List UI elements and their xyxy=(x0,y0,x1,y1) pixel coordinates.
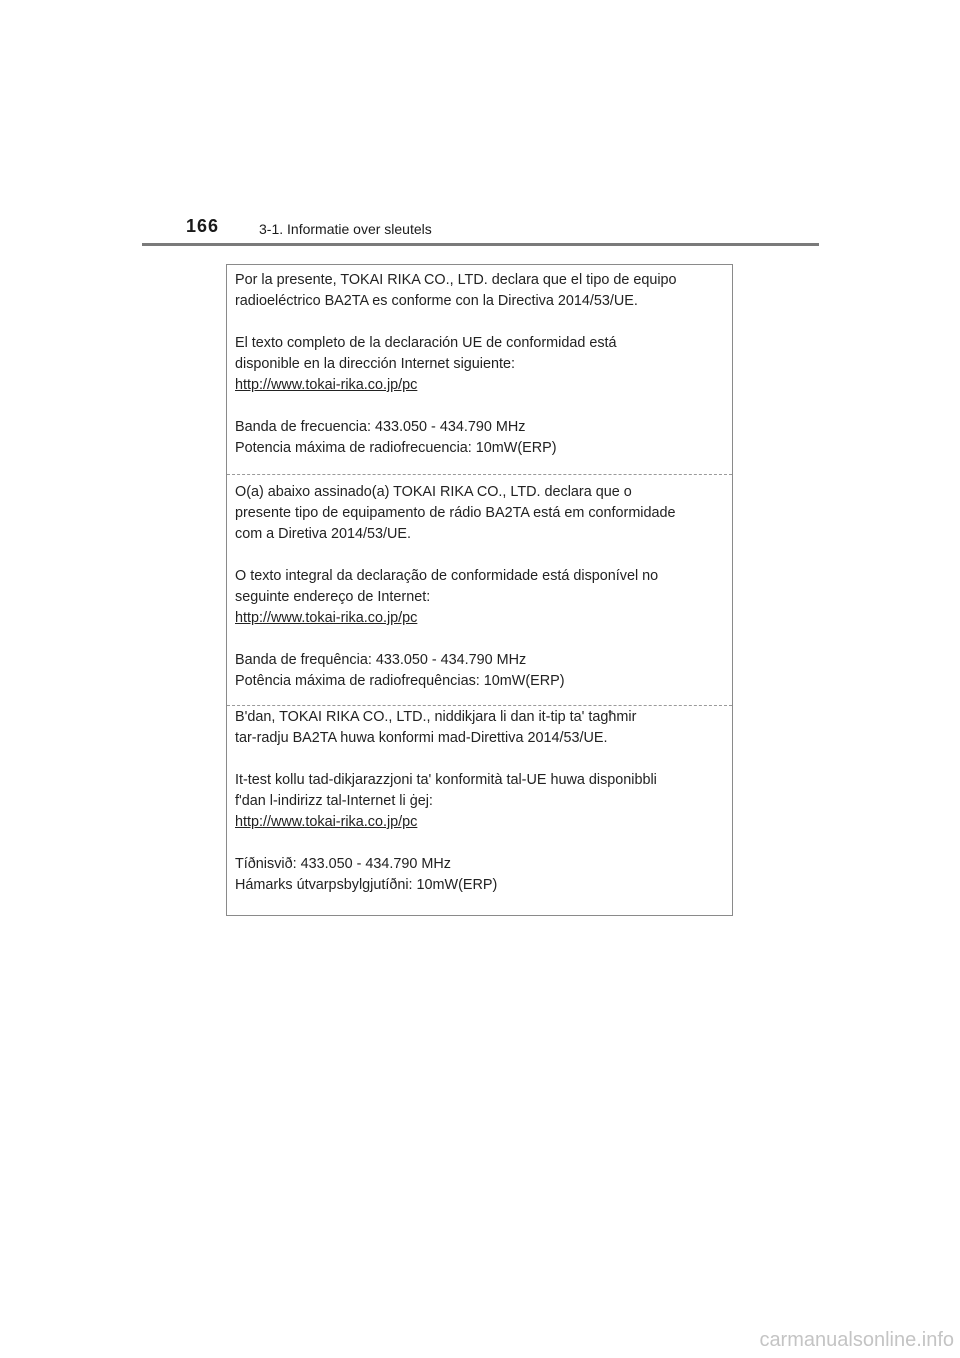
max-power: Potencia máxima de radiofrecuencia: 10mW(ERP) xyxy=(235,440,557,456)
declaration-portuguese xyxy=(227,482,732,692)
availability-line: El texto completo de la declaración UE de conformidad está xyxy=(235,335,617,351)
statement-line: O(a) abaixo assinado(a) TOKAI RIKA CO., LTD. declara que o xyxy=(235,484,632,500)
availability-line: O texto integral da declaração de conformidade está disponível no xyxy=(235,568,659,584)
availability-line: disponible en la dirección Internet siguiente: xyxy=(235,356,515,372)
header-rule xyxy=(142,243,819,246)
section-divider xyxy=(227,705,732,706)
statement-line: com a Diretiva 2014/53/UE. xyxy=(235,526,411,542)
declaration-url-link[interactable]: http://www.tokai-rika.co.jp/pc xyxy=(235,814,418,830)
declaration-maltese xyxy=(227,707,732,896)
availability-line: f'dan l-indirizz tal-Internet li ġej: xyxy=(235,793,433,809)
page-number: 166 xyxy=(186,216,220,236)
frequency-band: Banda de frecuencia: 433.050 - 434.790 MHz xyxy=(235,419,526,435)
declaration-url-link[interactable]: http://www.tokai-rika.co.jp/pc xyxy=(235,610,418,626)
statement-line: radioeléctrico BA2TA es conforme con la Directiva 2014/53/UE. xyxy=(235,293,638,309)
max-power: Potência máxima de radiofrequências: 10mW(ERP) xyxy=(235,673,565,689)
availability-line: It-test kollu tad-dikjarazzjoni ta' konformità tal-UE huwa disponibbli xyxy=(235,772,657,788)
declaration-spanish xyxy=(227,270,732,459)
declaration-url-link[interactable]: http://www.tokai-rika.co.jp/pc xyxy=(235,377,418,393)
section-divider xyxy=(227,474,732,475)
availability-line: seguinte endereço de Internet: xyxy=(235,589,431,605)
statement-line: Por la presente, TOKAI RIKA CO., LTD. declara que el tipo de equipo xyxy=(235,272,677,288)
frequency-band: Banda de frequência: 433.050 - 434.790 MHz xyxy=(235,652,527,668)
section-title: 3-1. Informatie over sleutels xyxy=(259,221,432,237)
declaration-box xyxy=(226,264,733,916)
statement-line: tar-radju BA2TA huwa konformi mad-Direttiva 2014/53/UE. xyxy=(235,730,608,746)
frequency-band: Tíðnisvið: 433.050 - 434.790 MHz xyxy=(235,856,451,872)
watermark: carmanualsonline.info xyxy=(759,1329,954,1351)
max-power: Hámarks útvarpsbylgjutíðni: 10mW(ERP) xyxy=(235,877,498,893)
statement-line: presente tipo de equipamento de rádio BA2TA está em conformidade xyxy=(235,505,676,521)
statement-line: B'dan, TOKAI RIKA CO., LTD., niddikjara li dan it-tip ta' tagħmir xyxy=(235,709,637,725)
